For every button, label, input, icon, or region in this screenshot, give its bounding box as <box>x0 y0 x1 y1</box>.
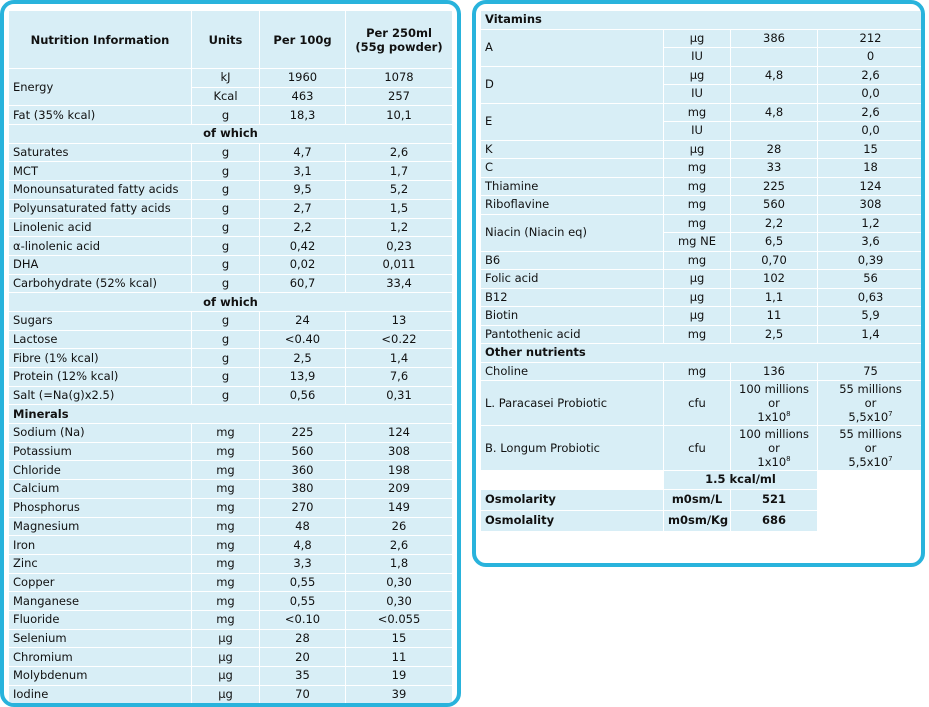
table-row <box>9 162 453 181</box>
table-row <box>481 196 924 215</box>
value-per-250ml: 308 <box>818 196 924 215</box>
nutrient-unit: mg <box>664 251 731 270</box>
table-row <box>9 648 453 667</box>
nutrient-unit: mg <box>192 461 260 480</box>
value-per-100g: 13,9 <box>260 368 346 387</box>
value-per-100g: 3,1 <box>260 162 346 181</box>
table-row <box>9 106 453 125</box>
probiotic-scientific <box>822 455 919 469</box>
value-per-250ml: 2,6 <box>346 143 453 162</box>
nutrient-name: Linolenic acid <box>9 218 192 237</box>
value-per-250ml: 124 <box>818 177 924 196</box>
nutrient-name: Manganese <box>9 592 192 611</box>
value-per-100g: 0,56 <box>260 386 346 405</box>
value-per-100g: 33 <box>731 159 818 178</box>
nutrient-name: Folic acid <box>481 270 664 289</box>
value-per-100g <box>731 426 818 471</box>
value-per-250ml: 1,4 <box>818 325 924 344</box>
probiotic-count: 100 millions <box>739 382 809 396</box>
nutrient-name: Chromium <box>9 648 192 667</box>
value-per-100g: <0.10 <box>260 610 346 629</box>
table-row <box>481 307 924 326</box>
of-which-label: of which <box>9 125 453 144</box>
table-row <box>9 424 453 443</box>
probiotic-scientific <box>822 410 919 424</box>
value-per-250ml: 1,4 <box>346 349 453 368</box>
table-row <box>481 140 924 159</box>
nutrient-unit: µg <box>664 66 731 85</box>
table-row <box>9 480 453 499</box>
nutrient-unit: cfu <box>664 381 731 426</box>
value-per-250ml: 2,6 <box>346 536 453 555</box>
value-per-100g: 225 <box>731 177 818 196</box>
energy-label: Energy <box>9 69 192 106</box>
value-per-250ml: 19 <box>346 667 453 686</box>
vitamins-heading: Vitamins <box>481 11 924 30</box>
header-per-100g: Per 100g <box>260 11 346 69</box>
value-per-250ml: 0,0 <box>818 122 924 141</box>
nutrient-unit: µg <box>192 685 260 704</box>
nutrient-name: Thiamine <box>481 177 664 196</box>
nutrient-unit: µg <box>192 667 260 686</box>
value-per-250ml: 149 <box>346 498 453 517</box>
value-per-250ml: 1,2 <box>818 214 924 233</box>
value-per-100g: 0,55 <box>260 573 346 592</box>
nutrient-name: Iodine <box>9 685 192 704</box>
value-per-100g <box>731 85 818 104</box>
nutrient-name: Riboflavine <box>481 196 664 215</box>
table-row <box>481 103 924 122</box>
value-per-250ml: 209 <box>346 480 453 499</box>
vitamins-table <box>480 10 924 532</box>
nutrient-unit: mg <box>664 325 731 344</box>
value-per-250ml: 11 <box>346 648 453 667</box>
value-per-100g: 4,7 <box>260 143 346 162</box>
nutrient-unit: g <box>192 162 260 181</box>
osmolarity-label: Osmolarity <box>481 489 664 510</box>
value-per-250ml: 2,6 <box>818 66 924 85</box>
nutrient-unit: g <box>192 349 260 368</box>
value-per-250ml: 3,6 <box>818 233 924 252</box>
nutrient-name: MCT <box>9 162 192 181</box>
energy-per100: 1960 <box>260 69 346 88</box>
table-row <box>9 69 453 88</box>
value-per-100g: 136 <box>731 362 818 381</box>
table-row <box>9 667 453 686</box>
value-per-100g: 0,02 <box>260 255 346 274</box>
energy-per100: 463 <box>260 87 346 106</box>
nutrient-unit: g <box>192 199 260 218</box>
osmolarity-unit: m0sm/L <box>664 489 731 510</box>
value-per-100g: 35 <box>260 667 346 686</box>
section-row <box>9 405 453 424</box>
nutrient-name: α-linolenic acid <box>9 237 192 256</box>
nutrient-name: Sugars <box>9 311 192 330</box>
value-per-100g: 102 <box>731 270 818 289</box>
nutrient-name: Chloride <box>9 461 192 480</box>
nutrient-name: Fibre (1% kcal) <box>9 349 192 368</box>
probiotic-scientific <box>735 410 813 424</box>
probiotic-or: or <box>864 396 877 410</box>
value-per-100g: <0.40 <box>260 330 346 349</box>
osmolality-unit: m0sm/Kg <box>664 510 731 531</box>
probiotic-exponent: 8 <box>786 410 791 419</box>
nutrient-name: Potassium <box>9 442 192 461</box>
blank-cell <box>481 471 664 490</box>
value-per-250ml: 18 <box>818 159 924 178</box>
header-nutrition-information: Nutrition Information <box>9 11 192 69</box>
nutrient-unit: g <box>192 330 260 349</box>
value-per-100g: 6,5 <box>731 233 818 252</box>
value-per-100g: 24 <box>260 311 346 330</box>
nutrient-name: Sodium (Na) <box>9 424 192 443</box>
table-row <box>9 349 453 368</box>
table-row <box>9 536 453 555</box>
value-per-250ml <box>818 381 924 426</box>
value-per-250ml: 5,2 <box>346 181 453 200</box>
nutrient-name: B12 <box>481 288 664 307</box>
value-per-100g: 2,5 <box>731 325 818 344</box>
nutrient-name: Saturates <box>9 143 192 162</box>
value-per-100g: 48 <box>260 517 346 536</box>
table-row <box>9 218 453 237</box>
nutrient-unit: IU <box>664 85 731 104</box>
table-row <box>481 159 924 178</box>
nutrient-unit: g <box>192 311 260 330</box>
table-row <box>481 288 924 307</box>
nutrient-name: B6 <box>481 251 664 270</box>
nutrient-unit: mg <box>192 442 260 461</box>
nutrient-name: Lactose <box>9 330 192 349</box>
nutrient-name: C <box>481 159 664 178</box>
fat-per100: 18,3 <box>260 106 346 125</box>
of-which-label: of which <box>9 293 453 312</box>
nutrient-unit: g <box>192 386 260 405</box>
value-per-250ml: 1,2 <box>346 218 453 237</box>
value-per-100g: 1,1 <box>731 288 818 307</box>
value-per-100g: 2,5 <box>260 349 346 368</box>
nutrient-unit: cfu <box>664 426 731 471</box>
table-row <box>481 426 924 471</box>
probiotic-or: or <box>768 441 780 455</box>
probiotic-mantissa: 5,5x10 <box>848 455 889 469</box>
value-per-250ml: 2,6 <box>818 103 924 122</box>
value-per-100g: 380 <box>260 480 346 499</box>
nutrient-name: Molybdenum <box>9 667 192 686</box>
osmolarity-value: 521 <box>731 489 818 510</box>
section-row <box>481 344 924 363</box>
nutrient-unit: g <box>192 274 260 293</box>
value-per-100g: 360 <box>260 461 346 480</box>
nutrient-unit: mg <box>664 362 731 381</box>
value-per-250ml: 15 <box>346 629 453 648</box>
nutrient-unit: mg <box>192 573 260 592</box>
value-per-100g: 2,2 <box>260 218 346 237</box>
nutrient-unit: mg <box>192 592 260 611</box>
section-row <box>481 11 924 30</box>
table-row <box>481 325 924 344</box>
value-per-100g: 560 <box>731 196 818 215</box>
nutrient-name: Pantothenic acid <box>481 325 664 344</box>
table-row <box>481 362 924 381</box>
value-per-250ml: 13 <box>346 311 453 330</box>
nutrient-unit: µg <box>192 629 260 648</box>
nutrient-name: Magnesium <box>9 517 192 536</box>
nutrient-unit: mg <box>192 498 260 517</box>
value-per-250ml: 1,7 <box>346 162 453 181</box>
value-per-100g: 60,7 <box>260 274 346 293</box>
vitamins-panel <box>472 0 925 567</box>
probiotic-exponent: 8 <box>786 455 791 464</box>
value-per-100g: 2,7 <box>260 199 346 218</box>
table-row <box>9 199 453 218</box>
probiotic-or: or <box>768 396 780 410</box>
nutrient-unit: IU <box>664 122 731 141</box>
value-per-250ml: <0.055 <box>346 610 453 629</box>
value-per-100g: 0,70 <box>731 251 818 270</box>
value-per-100g: 225 <box>260 424 346 443</box>
energy-density: 1.5 kcal/ml <box>664 471 818 490</box>
value-per-100g: 0,55 <box>260 592 346 611</box>
table-row <box>481 251 924 270</box>
of-which-row <box>9 293 453 312</box>
value-per-100g: 4,8 <box>731 66 818 85</box>
fat-per250: 10,1 <box>346 106 453 125</box>
table-row <box>9 592 453 611</box>
energy-per250: 257 <box>346 87 453 106</box>
blank-cell <box>818 471 924 532</box>
table-row <box>481 270 924 289</box>
value-per-100g: 11 <box>731 307 818 326</box>
minerals-heading: Minerals <box>9 405 453 424</box>
vitamin-niacin-name: Niacin (Niacin eq) <box>481 214 664 251</box>
nutrient-unit: IU <box>664 48 731 67</box>
table-row <box>9 573 453 592</box>
probiotic-mantissa: 1x10 <box>757 455 787 469</box>
nutrient-unit: g <box>192 218 260 237</box>
value-per-250ml: 212 <box>818 29 924 48</box>
value-per-250ml: 308 <box>346 442 453 461</box>
nutrient-unit: g <box>192 368 260 387</box>
value-per-250ml: <0.22 <box>346 330 453 349</box>
energy-unit: Kcal <box>192 87 260 106</box>
value-per-100g <box>731 48 818 67</box>
nutrient-unit: mg <box>664 214 731 233</box>
table-row <box>481 29 924 48</box>
nutrient-name: Iron <box>9 536 192 555</box>
value-per-250ml: 15 <box>818 140 924 159</box>
nutrient-unit: mg <box>664 103 731 122</box>
value-per-250ml: 33,4 <box>346 274 453 293</box>
value-per-100g: 28 <box>260 629 346 648</box>
table-row <box>9 311 453 330</box>
value-per-100g <box>731 122 818 141</box>
fat-unit: g <box>192 106 260 125</box>
value-per-250ml: 198 <box>346 461 453 480</box>
value-per-250ml: 56 <box>818 270 924 289</box>
nutrient-unit: mg <box>192 424 260 443</box>
value-per-250ml: 0,011 <box>346 255 453 274</box>
value-per-100g: 20 <box>260 648 346 667</box>
table-row <box>9 610 453 629</box>
probiotic-count: 100 millions <box>739 427 809 441</box>
nutrient-unit: mg <box>664 177 731 196</box>
table-row <box>9 274 453 293</box>
nutrient-name: Calcium <box>9 480 192 499</box>
nutrient-unit: µg <box>664 288 731 307</box>
table-header-row <box>9 11 453 69</box>
value-per-100g: 28 <box>731 140 818 159</box>
table-row <box>481 214 924 233</box>
value-per-100g: 386 <box>731 29 818 48</box>
value-per-250ml: 0,63 <box>818 288 924 307</box>
value-per-250ml: 0,30 <box>346 592 453 611</box>
probiotic-name: L. Paracasei Probiotic <box>481 381 664 426</box>
energy-per250: 1078 <box>346 69 453 88</box>
table-row <box>9 143 453 162</box>
value-per-100g: 4,8 <box>731 103 818 122</box>
nutrient-unit: g <box>192 255 260 274</box>
table-row <box>9 368 453 387</box>
value-per-250ml: 124 <box>346 424 453 443</box>
nutrient-name: Fluoride <box>9 610 192 629</box>
table-row <box>9 442 453 461</box>
value-per-100g: 3,3 <box>260 554 346 573</box>
nutrient-name: Selenium <box>9 629 192 648</box>
nutrient-name: K <box>481 140 664 159</box>
nutrient-name: Carbohydrate (52% kcal) <box>9 274 192 293</box>
value-per-100g: 270 <box>260 498 346 517</box>
nutrient-unit: mg <box>192 480 260 499</box>
table-row <box>9 685 453 704</box>
probiotic-count: 55 millions <box>839 427 902 441</box>
energy-unit: kJ <box>192 69 260 88</box>
nutrient-unit: mg <box>192 554 260 573</box>
table-row <box>481 177 924 196</box>
table-row <box>9 237 453 256</box>
value-per-100g <box>731 381 818 426</box>
nutrient-unit: µg <box>664 29 731 48</box>
table-row <box>9 629 453 648</box>
nutrient-name: Choline <box>481 362 664 381</box>
nutrient-unit: µg <box>664 140 731 159</box>
nutrient-unit: µg <box>192 648 260 667</box>
probiotic-name: B. Longum Probiotic <box>481 426 664 471</box>
of-which-row <box>9 125 453 144</box>
value-per-250ml: 0 <box>818 48 924 67</box>
nutrient-unit: µg <box>664 270 731 289</box>
probiotic-scientific <box>735 455 813 469</box>
table-row <box>9 461 453 480</box>
value-per-250ml: 1,5 <box>346 199 453 218</box>
nutrient-unit: g <box>192 237 260 256</box>
header-units: Units <box>192 11 260 69</box>
table-row <box>481 381 924 426</box>
value-per-250ml: 26 <box>346 517 453 536</box>
nutrient-unit: mg <box>192 536 260 555</box>
nutrient-name: Phosphorus <box>9 498 192 517</box>
other-nutrients-heading: Other nutrients <box>481 344 924 363</box>
value-per-250ml: 39 <box>346 685 453 704</box>
table-row <box>9 255 453 274</box>
table-row <box>9 554 453 573</box>
nutrient-name: Protein (12% kcal) <box>9 368 192 387</box>
nutrient-unit: mg <box>192 517 260 536</box>
nutrient-unit: mg <box>664 159 731 178</box>
value-per-100g: 70 <box>260 685 346 704</box>
nutrient-name: Polyunsaturated fatty acids <box>9 199 192 218</box>
vitamin-vit_d-name: D <box>481 66 664 103</box>
probiotic-or: or <box>864 441 877 455</box>
value-per-100g: 560 <box>260 442 346 461</box>
nutrient-name: Salt (=Na(g)x2.5) <box>9 386 192 405</box>
probiotic-count: 55 millions <box>839 382 902 396</box>
value-per-250ml: 0,30 <box>346 573 453 592</box>
value-per-250ml: 0,23 <box>346 237 453 256</box>
fat-label: Fat (35% kcal) <box>9 106 192 125</box>
value-per-250ml: 7,6 <box>346 368 453 387</box>
table-row <box>9 181 453 200</box>
value-per-250ml: 0,39 <box>818 251 924 270</box>
osmolality-label: Osmolality <box>481 510 664 531</box>
nutrient-unit: µg <box>664 307 731 326</box>
table-row <box>481 66 924 85</box>
probiotic-exponent: 7 <box>888 410 893 419</box>
value-per-250ml: 1,8 <box>346 554 453 573</box>
header-per-250ml: Per 250ml (55g powder) <box>346 11 453 69</box>
value-per-100g: 0,42 <box>260 237 346 256</box>
table-row <box>9 517 453 536</box>
osmolality-value: 686 <box>731 510 818 531</box>
value-per-250ml: 0,0 <box>818 85 924 104</box>
nutrient-name: Biotin <box>481 307 664 326</box>
probiotic-mantissa: 1x10 <box>757 410 787 424</box>
value-per-250ml: 5,9 <box>818 307 924 326</box>
vitamin-vit_e-name: E <box>481 103 664 140</box>
table-row <box>9 498 453 517</box>
probiotic-exponent: 7 <box>888 455 893 464</box>
probiotic-mantissa: 5,5x10 <box>848 410 889 424</box>
vitamin-vit_a-name: A <box>481 29 664 66</box>
nutrition-information-panel <box>0 0 461 707</box>
table-row <box>9 330 453 349</box>
value-per-250ml <box>818 426 924 471</box>
value-per-100g: 9,5 <box>260 181 346 200</box>
nutrient-unit: mg NE <box>664 233 731 252</box>
nutrient-unit: mg <box>664 196 731 215</box>
value-per-100g: 4,8 <box>260 536 346 555</box>
nutrient-unit: g <box>192 181 260 200</box>
value-per-250ml: 75 <box>818 362 924 381</box>
nutrient-name: DHA <box>9 255 192 274</box>
kcal-row <box>481 471 924 490</box>
nutrient-unit: mg <box>192 610 260 629</box>
nutrient-name: Copper <box>9 573 192 592</box>
value-per-100g: 2,2 <box>731 214 818 233</box>
nutrient-name: Zinc <box>9 554 192 573</box>
nutrition-table <box>8 10 453 704</box>
nutrient-unit: g <box>192 143 260 162</box>
table-row <box>9 386 453 405</box>
value-per-250ml: 0,31 <box>346 386 453 405</box>
nutrient-name: Monounsaturated fatty acids <box>9 181 192 200</box>
